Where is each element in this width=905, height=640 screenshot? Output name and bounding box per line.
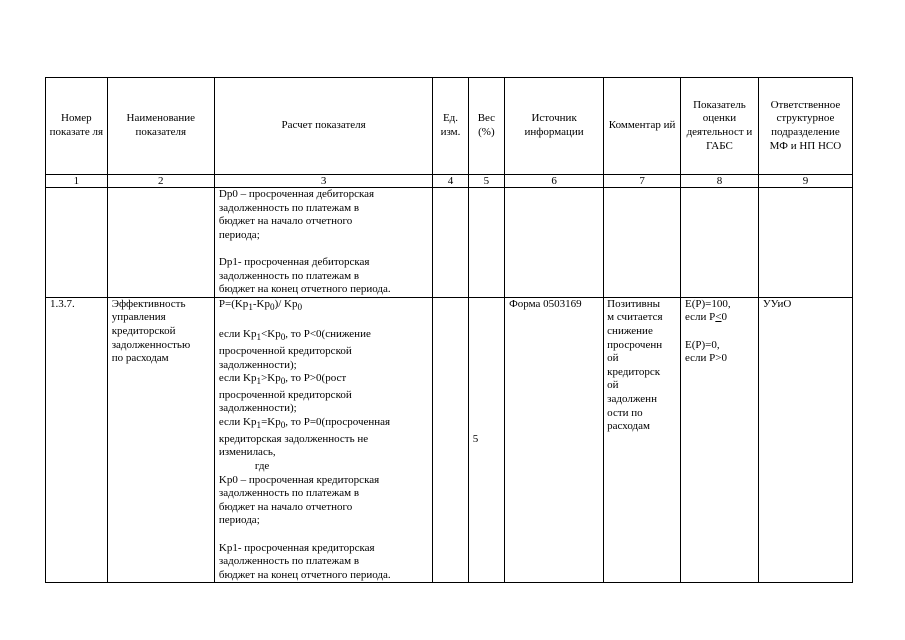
eval-line: если P>0	[685, 352, 728, 365]
comment-line: задолженн	[607, 392, 657, 405]
formula-part: P=(Kp	[218, 297, 249, 310]
case-part: , то P=0(просроченная	[285, 416, 391, 429]
formula-part: -Kp	[252, 297, 270, 310]
eval-line: E(P)=0,	[685, 338, 720, 351]
column-number: 3	[214, 175, 432, 188]
formula-sub: 0	[297, 301, 303, 312]
def-line: задолженность по платежам в	[218, 487, 360, 500]
name-line: по расходам	[111, 352, 169, 365]
eval-part: 0	[721, 311, 728, 324]
column-number: 9	[758, 175, 852, 188]
blank-line	[685, 325, 754, 339]
header-comment: Комментар ий	[604, 78, 681, 175]
comment-line: ой	[607, 352, 619, 365]
comment-line: снижение	[607, 324, 653, 337]
blank-line	[219, 315, 428, 329]
def-line: бюджет на конец отчетного периода.	[218, 568, 391, 581]
name-line: управления	[111, 311, 166, 324]
header-row	[46, 78, 853, 175]
calc-line: Dp1- просроченная дебиторская	[218, 255, 370, 268]
def-line: Kp0 – просроченная кредиторская	[218, 473, 380, 486]
name-line: Эффективность	[111, 297, 186, 310]
column-number: 1	[46, 175, 108, 188]
column-number-row	[46, 175, 853, 188]
eval-part: <	[715, 311, 722, 324]
calc-cell-continuation	[214, 188, 432, 298]
case-part: если Kp	[218, 328, 257, 341]
calc-line: Dp0 – просроченная дебиторская	[218, 188, 375, 200]
name-line: кредиторской	[111, 324, 176, 337]
column-number: 7	[604, 175, 681, 188]
case-line: изменилась,	[218, 446, 276, 459]
name-line: задолженностью	[111, 338, 191, 351]
case-part: <Kp	[261, 328, 281, 341]
case-part: , то P>0(рост	[285, 372, 347, 385]
comment-cell	[604, 297, 681, 583]
comment-line: ости по	[607, 406, 643, 419]
def-line: Kp1- просроченная кредиторская	[218, 541, 375, 554]
formula-sub: 1	[248, 301, 253, 312]
source-cell: Форма 0503169	[505, 297, 604, 583]
calc-line: задолженность по платежам в	[218, 269, 360, 282]
formula-sub: 0	[270, 301, 275, 312]
comment-line: кредиторск	[607, 365, 661, 378]
indicator-name	[107, 297, 214, 583]
case-line: просроченной кредиторской	[218, 388, 352, 401]
comment-line: просроченн	[607, 338, 663, 351]
comment-line: м считается	[607, 311, 663, 324]
header-number: Номер показате ля	[46, 78, 108, 175]
table-row-1-3-7	[46, 297, 853, 583]
column-number: 6	[505, 175, 604, 188]
cell-empty	[46, 188, 108, 298]
cell-empty	[468, 188, 504, 298]
header-name: Наименование показателя	[107, 78, 214, 175]
eval-line: E(P)=100,	[685, 297, 731, 310]
cell-empty	[604, 188, 681, 298]
case-line: просроченной кредиторской	[218, 344, 352, 357]
calc-line: задолженность по платежам в	[218, 201, 360, 214]
case-part: >Kp	[261, 372, 281, 385]
unit-cell	[433, 297, 468, 583]
formula-part: )/ Kp	[274, 297, 298, 310]
calc-line: бюджет на начало отчетного	[218, 215, 353, 228]
header-unit: Ед. изм.	[433, 78, 468, 175]
def-line: задолженность по платежам в	[218, 555, 360, 568]
calc-cell	[214, 297, 432, 583]
comment-line: ой	[607, 379, 619, 392]
case-sub: 0	[280, 376, 286, 387]
def-line: бюджет на начало отчетного	[218, 500, 353, 513]
comment-line: Позитивны	[607, 297, 661, 310]
case-sub: 1	[256, 420, 262, 431]
case-line	[219, 416, 428, 433]
case-part: =Kp	[261, 416, 281, 429]
indicator-table	[45, 77, 853, 583]
responsible-cell: УУиО	[758, 297, 852, 583]
calc-line: периода;	[218, 228, 260, 241]
eval-line	[685, 311, 754, 325]
blank-line	[219, 242, 428, 256]
header-responsible: Ответственное структурное подразделение МФ и НП НСО	[758, 78, 852, 175]
header-weight: Вес (%)	[468, 78, 504, 175]
cell-empty	[681, 188, 759, 298]
header-evaluation: Показатель оценки деятельност и ГАБС	[681, 78, 759, 175]
column-number: 2	[107, 175, 214, 188]
where-line: где	[254, 460, 270, 473]
case-line: кредиторская задолженность не	[218, 432, 369, 445]
column-number: 8	[681, 175, 759, 188]
case-part: если Kp	[218, 416, 257, 429]
case-line	[219, 328, 428, 345]
def-line: периода;	[218, 514, 260, 527]
header-calculation: Расчет показателя	[214, 78, 432, 175]
case-sub: 0	[280, 332, 286, 343]
calc-line: бюджет на конец отчетного периода.	[218, 283, 391, 296]
cell-empty	[433, 188, 468, 298]
case-line: задолженности);	[218, 402, 297, 415]
case-part: если Kp	[218, 372, 257, 385]
case-sub: 0	[280, 420, 286, 431]
cell-empty	[505, 188, 604, 298]
column-number: 4	[433, 175, 468, 188]
weight-cell: 5	[468, 297, 504, 583]
evaluation-cell	[681, 297, 759, 583]
formula	[219, 298, 428, 315]
indicator-number: 1.3.7.	[46, 297, 108, 583]
header-source: Источник информации	[505, 78, 604, 175]
case-line: задолженности);	[218, 358, 297, 371]
case-part: , то P<0(снижение	[285, 328, 371, 341]
case-line	[219, 372, 428, 389]
case-sub: 1	[256, 332, 262, 343]
case-sub: 1	[256, 376, 262, 387]
table-row-continuation	[46, 188, 853, 298]
blank-line	[219, 528, 428, 542]
cell-empty	[758, 188, 852, 298]
cell-empty	[107, 188, 214, 298]
column-number: 5	[468, 175, 504, 188]
eval-part: если P	[685, 311, 716, 324]
comment-line: расходам	[607, 420, 650, 433]
